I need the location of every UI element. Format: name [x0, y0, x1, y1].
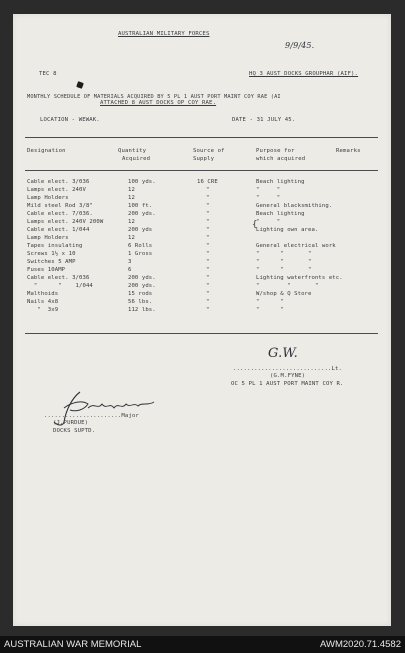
cell-purpose: General electrical work — [256, 243, 336, 249]
table-row — [0, 267, 405, 274]
cell-source: " — [206, 211, 210, 217]
cell-quantity: 1 Gross — [128, 251, 153, 257]
cell-source: " — [206, 299, 210, 305]
cell-quantity: 100 yds. — [128, 179, 156, 185]
right-signatory-title: OC 5 PL 1 AUST PORT MAINT COY R. — [231, 381, 344, 387]
cell-source: " — [206, 243, 210, 249]
col-header-source-sub: Supply — [193, 156, 215, 162]
table-row — [0, 235, 405, 242]
cell-designation: Lamps elect. 240V 200W — [27, 219, 104, 225]
brace-mark: { — [252, 220, 258, 230]
table-row — [0, 227, 405, 234]
cell-source: " — [206, 203, 210, 209]
cell-designation: Lamp Holders — [27, 235, 69, 241]
col-header-source: Source of — [193, 148, 225, 154]
cell-source: " — [206, 259, 210, 265]
cell-quantity: 12 — [128, 235, 135, 241]
cell-quantity: 200 yds. — [128, 283, 156, 289]
table-row — [0, 195, 405, 202]
col-header-purpose: Purpose for — [256, 148, 295, 154]
table-top-rule — [25, 137, 378, 138]
cell-quantity: 3 — [128, 259, 132, 265]
cell-designation: Cable elect. 7/036. — [27, 211, 93, 217]
cell-quantity: 15 rods — [128, 291, 153, 297]
left-signatory-title: DOCKS SUPTD. — [53, 428, 96, 434]
cell-source: " — [206, 283, 210, 289]
cell-designation: Tapes insulating — [27, 243, 83, 249]
reference-right: HQ 3 AUST DOCKS GROUPHAR (AIF). — [249, 71, 359, 77]
table-header-rule — [25, 170, 378, 171]
cell-quantity: 112 lbs. — [128, 307, 156, 313]
cell-purpose: " " — [256, 299, 284, 305]
left-signatory-name: (J.PURDUE) — [53, 420, 89, 426]
location-field: LOCATION - WEWAK. — [40, 117, 100, 123]
cell-purpose: " " " — [256, 267, 312, 273]
right-signatory-name: (G.M.FYNE) — [270, 373, 306, 379]
table-row — [0, 275, 405, 282]
cell-designation: Cable elect. 1/044 — [27, 227, 90, 233]
cell-source: 16 CRE — [197, 179, 218, 185]
table-row — [0, 179, 405, 186]
table-row — [0, 211, 405, 218]
col-header-purpose-sub: which acquired — [256, 156, 306, 162]
cell-designation: " 3x9 — [27, 307, 59, 313]
cell-purpose: " " — [256, 195, 281, 201]
cell-designation: Switches 5 AMP — [27, 259, 76, 265]
cell-quantity: 200 yds — [128, 227, 153, 233]
cell-designation: Cable elect. 3/036 — [27, 179, 90, 185]
table-row — [0, 243, 405, 250]
table-body — [0, 179, 405, 319]
cell-designation: Lamp Holders — [27, 195, 69, 201]
cell-purpose: Beach lighting — [256, 211, 305, 217]
cell-source: " — [206, 187, 210, 193]
cell-quantity: 6 Rolls — [128, 243, 153, 249]
cell-source: " — [206, 227, 210, 233]
cell-purpose: " " " — [256, 251, 312, 257]
cell-designation: Fuses 10AMP — [27, 267, 66, 273]
cell-purpose: " " — [256, 307, 284, 313]
cell-purpose: Lighting waterfronts etc. — [256, 275, 343, 281]
cell-quantity: 12 — [128, 195, 135, 201]
right-signature-line: ............................Lt. — [233, 366, 343, 372]
cell-purpose: Beach lighting — [256, 179, 305, 185]
cell-quantity: 100 ft. — [128, 203, 153, 209]
cell-purpose: General blacksmithing. — [256, 203, 333, 209]
table-row — [0, 219, 405, 226]
table-row — [0, 291, 405, 298]
handwritten-date: 9/9/45. — [285, 41, 315, 50]
table-row — [0, 251, 405, 258]
table-row — [0, 187, 405, 194]
cell-source: " — [206, 219, 210, 225]
cell-source: " — [206, 291, 210, 297]
col-header-remarks: Remarks — [336, 148, 361, 154]
col-header-designation: Designation — [27, 148, 66, 154]
cell-quantity: 200 yds. — [128, 211, 156, 217]
cell-purpose: " " " — [256, 259, 312, 265]
date-field: DATE - 31 JULY 45. — [232, 117, 296, 123]
reference-left: TEC 8 — [39, 71, 57, 77]
table-row — [0, 203, 405, 210]
cell-source: " — [206, 235, 210, 241]
document-heading: AUSTRALIAN MILITARY FORCES — [118, 31, 210, 37]
cell-designation: " " 1/044 — [27, 283, 93, 289]
table-row — [0, 283, 405, 290]
cell-quantity: 200 yds. — [128, 275, 156, 281]
archive-footer — [0, 636, 405, 653]
col-header-quantity-sub: Acquired — [122, 156, 151, 162]
cell-designation: Nails 4x8 — [27, 299, 59, 305]
table-row — [0, 299, 405, 306]
table-row — [0, 307, 405, 314]
footer-institution: AUSTRALIAN WAR MEMORIAL — [4, 639, 142, 650]
cell-purpose: " " — [256, 187, 281, 193]
cell-source: " — [206, 267, 210, 273]
document-title-line-2: ATTACHED 8 AUST DOCKS OP COY RAE. — [100, 100, 217, 106]
cell-designation: Cable elect. 3/036 — [27, 275, 90, 281]
cell-purpose: " " " — [256, 283, 319, 289]
cell-source: " — [206, 195, 210, 201]
table-row — [0, 259, 405, 266]
cell-designation: Malthoids — [27, 291, 59, 297]
cell-designation: Lamps elect. 240V — [27, 187, 86, 193]
left-signature-line: ......................Major — [44, 413, 139, 419]
col-header-quantity: Quantity — [118, 148, 147, 154]
cell-designation: Mild steel Rod 3/8" — [27, 203, 93, 209]
cell-quantity: 56 lbs. — [128, 299, 153, 305]
cell-purpose: Lighting own area. — [256, 227, 319, 233]
cell-quantity: 12 — [128, 219, 135, 225]
cell-quantity: 6 — [128, 267, 132, 273]
footer-accession-number: AWM2020.71.4582 — [320, 639, 401, 650]
cell-source: " — [206, 307, 210, 313]
document-title-line-1: MONTHLY SCHEDULE OF MATERIALS ACQUIRED BY 5 PL 1 AUST PORT MAINT COY RAE (AI — [27, 94, 281, 100]
cell-source: " — [206, 251, 210, 257]
cell-quantity: 12 — [128, 187, 135, 193]
cell-purpose: W/shop & Q Store — [256, 291, 312, 297]
cell-purpose: " " — [256, 219, 281, 225]
cell-source: " — [206, 275, 210, 281]
signature-fyne: G.W. — [268, 346, 298, 361]
cell-designation: Screws 1½ x 10 — [27, 251, 76, 257]
table-bottom-rule — [25, 333, 378, 334]
